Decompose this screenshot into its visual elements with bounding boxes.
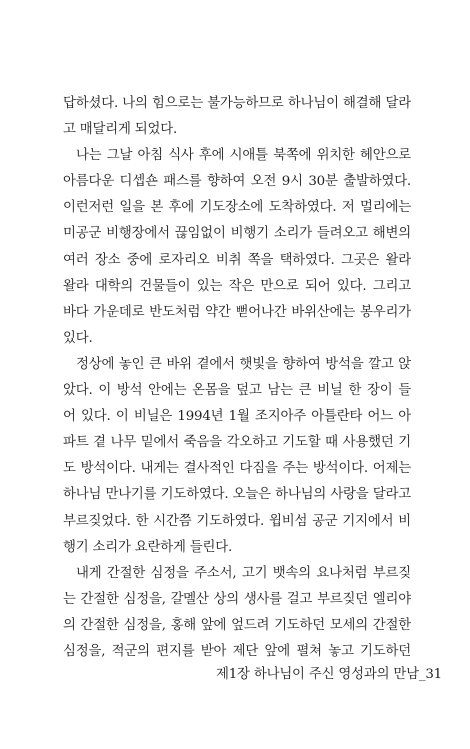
text-line: 고 매달리게 되었다. [63,122,178,138]
text-line: 는 간절한 심정을, 갈멜산 상의 생사를 걸고 부르짖던 엘리야 [63,591,411,607]
text-line: 왈라 대학의 건물들이 있는 작은 만으로 되어 있다. 그리고 [63,278,411,294]
text-line: 있다. [63,330,93,346]
text-line: 았다. 이 방석 안에는 온몸을 덮고 남는 큰 비닐 한 장이 들 [63,383,411,399]
text-line: 심정을, 적군의 편지를 받아 제단 앞에 펼쳐 놓고 기도하던 [63,643,411,659]
text-line: 행기 소리가 요란하게 들린다. [63,539,233,555]
text-line: 파트 곁 나무 밑에서 죽음을 각오하고 기도할 때 사용했던 기 [63,435,411,451]
text-line: 정상에 놓인 큰 바위 곁에서 햇빛을 향하여 방석을 깔고 앉 [76,356,411,372]
text-line: 이런저런 일을 본 후에 기도장소에 도착하였다. 저 멀리에는 [63,200,411,216]
text-line: 하나님 만나기를 기도하였다. 오늘은 하나님의 사랑을 달라고 [63,487,411,503]
text-line: 어 있다. 이 비닐은 1994년 1월 조지아주 아틀란타 어느 아 [63,409,411,425]
paragraph-3 [63,352,411,561]
text-line: 바다 가운데로 반도처럼 약간 뻗어나간 바위산에는 봉우리가 [63,304,411,320]
text-line: 아름다운 디셉숀 패스를 향하여 오전 9시 30분 출발하였다. [63,174,411,190]
text-line: 여러 장소 중에 로자리오 비취 쪽을 택하였다. 그곳은 왈라 [63,252,411,268]
text-line: 도 방석이다. 내게는 결사적인 다짐을 주는 방석이다. 어제는 [63,461,411,477]
text-line: 의 간절한 심정을, 홍해 앞에 엎드려 기도하던 모세의 간절한 [63,617,411,633]
paragraph-4 [63,561,411,665]
paragraph-1 [63,91,411,143]
text-line: 미공군 비행장에서 끊임없이 비행기 소리가 들려오고 해변의 [63,226,411,242]
text-line: 부르짖었다. 한 시간쯤 기도하였다. 윕비섬 공군 기지에서 비 [63,513,411,529]
paragraph-2 [63,143,411,352]
running-footer: 제1장 하나님이 주신 영성과의 만남_31 [216,667,442,682]
text-line: 나는 그날 아침 식사 후에 시애틀 북쪽에 위치한 헤안으로 [76,148,411,164]
text-line: 답하셨다. 나의 힘으로는 불가능하므로 하나님이 해결해 달라 [63,96,411,111]
body-text [63,91,411,665]
text-line: 내게 간절한 심정을 주소서, 고기 뱃속의 요나처럼 부르짖 [76,565,411,581]
